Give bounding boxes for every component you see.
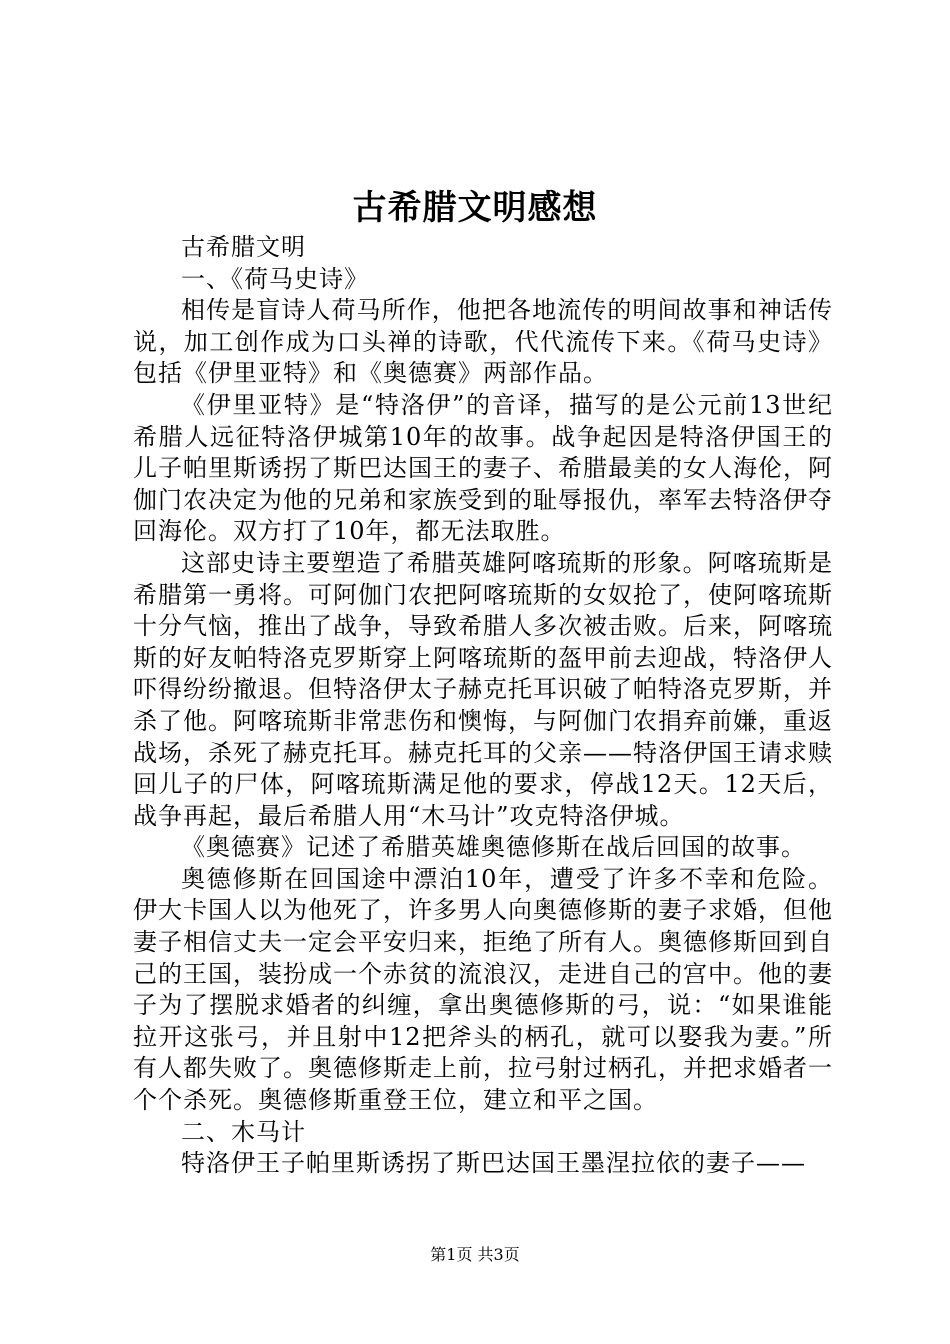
paragraph: 相传是盲诗人荷马所作，他把各地流传的明间故事和神话传说，加工创作成为口头禅的诗歌，代代流传下来。《荷马史诗》包括《伊里亚特》和《奥德赛》两部作品。 — [133, 296, 833, 388]
paragraph-heading: 古希腊文明 — [181, 233, 306, 261]
paragraph: 《伊里亚特》是“特洛伊”的音译，描写的是公元前13世纪希腊人远征特洛伊城第10年的故事。战争起因是特洛伊国王的儿子帕里斯诱拐了斯巴达国王的妻子、希腊最美的女人海伦，阿伽门农决定为他的兄弟和家族受到的耻辱报仇，率军去特洛伊夺回海伦。双方打了10年，都无法取胜。 — [133, 390, 833, 546]
paragraph: 奥德修斯在回国途中漂泊10年，遭受了许多不幸和危险。伊大卡国人以为他死了，许多男人向奥德修斯的妻子求婚，但他妻子相信丈夫一定会平安归来，拒绝了所有人。奥德修斯回到自己的王国，装扮成一个赤贫的流浪汉，走进自己的宫中。他的妻子为了摆脱求婚者的纠缠，拿出奥德修斯的弓，说：“如果谁能拉开这张弓，并且射中12把斧头的柄孔，就可以娶我为妻。”所有人都失败了。奥德修斯走上前，拉弓射过柄孔，并把求婚者一个个杀死。奥德修斯重登王位，建立和平之国。 — [133, 864, 833, 1115]
document-body — [133, 232, 833, 1180]
paragraph: 《奥德赛》记述了希腊英雄奥德修斯在战后回国的故事。 — [181, 833, 806, 862]
section-heading-trojan-horse: 二、木马计 — [181, 1117, 306, 1146]
paragraph: 这部史诗主要塑造了希腊英雄阿喀琉斯的形象。阿喀琉斯是希腊第一勇将。可阿伽门农把阿喀琉斯的女奴抢了，使阿喀琉斯十分气恼，推出了战争，导致希腊人多次被击败。后来，阿喀琉斯的好友帕特洛克罗斯穿上阿喀琉斯的盔甲前去迎战，特洛伊人吓得纷纷撤退。但特洛伊太子赫克托耳识破了帕特洛克罗斯，并杀了他。阿喀琉斯非常悲伤和懊悔，与阿伽门农捐弃前嫌，重返战场，杀死了赫克托耳。赫克托耳的父亲——特洛伊国王请求赎回儿子的尸体，阿喀琉斯满足他的要求，停战12天。12天后，战争再起，最后希腊人用“木马计”攻克特洛伊城。 — [133, 548, 833, 830]
document-title: 古希腊文明感想 — [352, 188, 598, 228]
section-heading-homer: 一、《荷马史诗》 — [181, 264, 369, 293]
paragraph: 特洛伊王子帕里斯诱拐了斯巴达国王墨涅拉依的妻子—— — [181, 1149, 806, 1178]
page-number-footer: 第1页 共3页 — [430, 1245, 520, 1264]
